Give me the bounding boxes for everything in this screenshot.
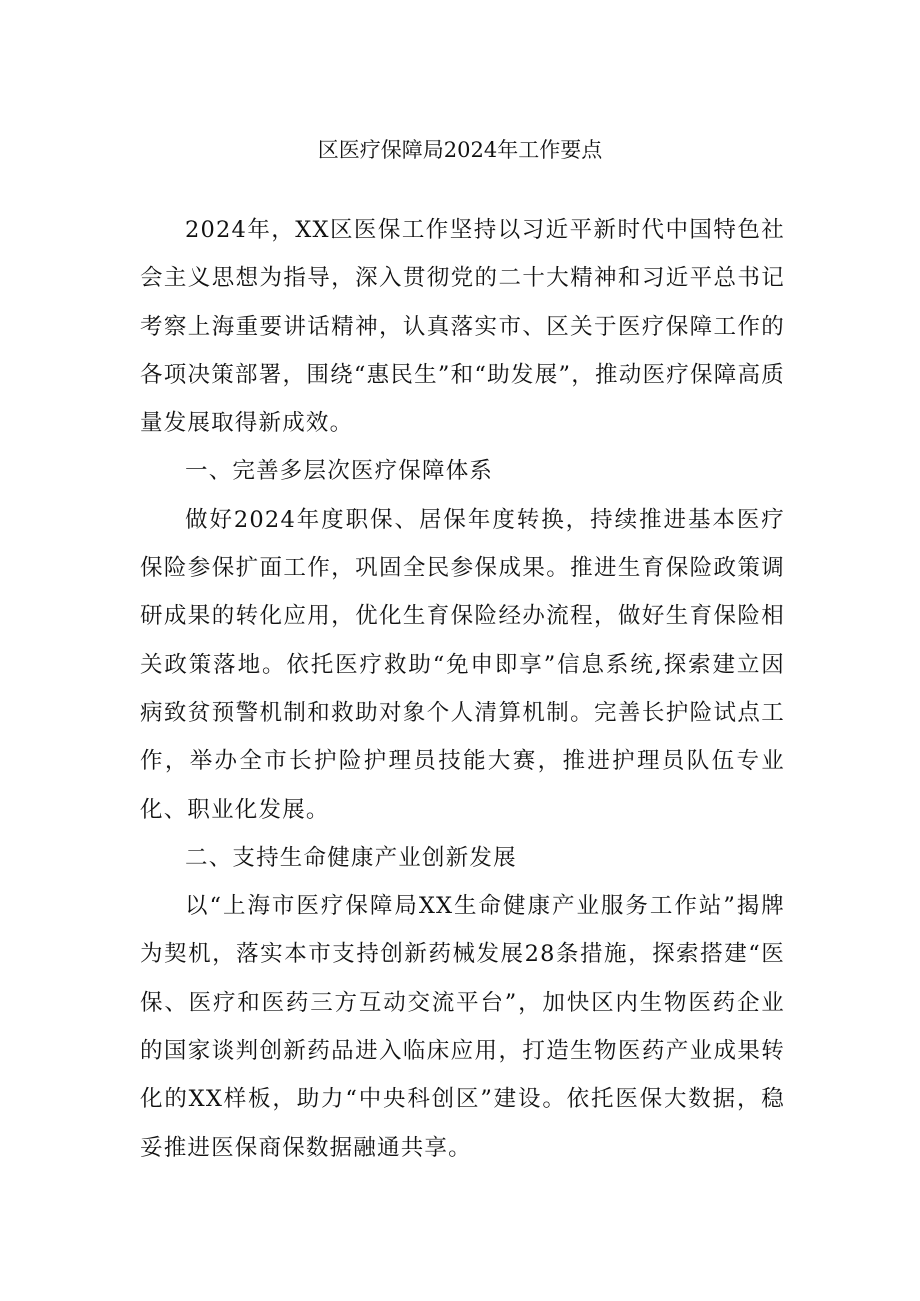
- document-body: [140, 206, 785, 1172]
- section-1-paragraph: 做好2024年度职保、居保年度转换，持续推进基本医疗保险参保扩面工作，巩固全民参保成果。推进生育保险政策调研成果的转化应用，优化生育保险经办流程，做好生育保险相关政策落地。依托医疗救助“免申即享”信息系统,探索建立因病致贫预警机制和救助对象个人清算机制。完善长护险试点工作，举办全市长护险护理员技能大赛，推进护理员队伍专业化、职业化发展。: [140, 506, 785, 823]
- section-2-paragraph: 以“上海市医疗保障局XX生命健康产业服务工作站”揭牌为契机，落实本市支持创新药械发展28条措施，探索搭建“医保、医疗和医药三方互动交流平台”，加快区内生物医药企业的国家谈判创新药品进入临床应用，打造生物医药产业成果转化的XX样板，助力“中央科创区”建设。依托医保大数据，稳妥推进医保商保数据融通共享。: [140, 893, 785, 1161]
- section-1-heading: 一、完善多层次医疗保障体系: [185, 458, 494, 485]
- section-2-heading: 二、支持生命健康产业创新发展: [185, 844, 517, 871]
- document-title: 区医疗保障局2024年工作要点: [317, 138, 603, 162]
- intro-paragraph: 2024年，XX区医保工作坚持以习近平新时代中国特色社会主义思想为指导，深入贯彻党的二十大精神和习近平总书记考察上海重要讲话精神，认真落实市、区关于医疗保障工作的各项决策部署，围绕“惠民生”和“助发展”，推动医疗保障高质量发展取得新成效。: [140, 217, 785, 437]
